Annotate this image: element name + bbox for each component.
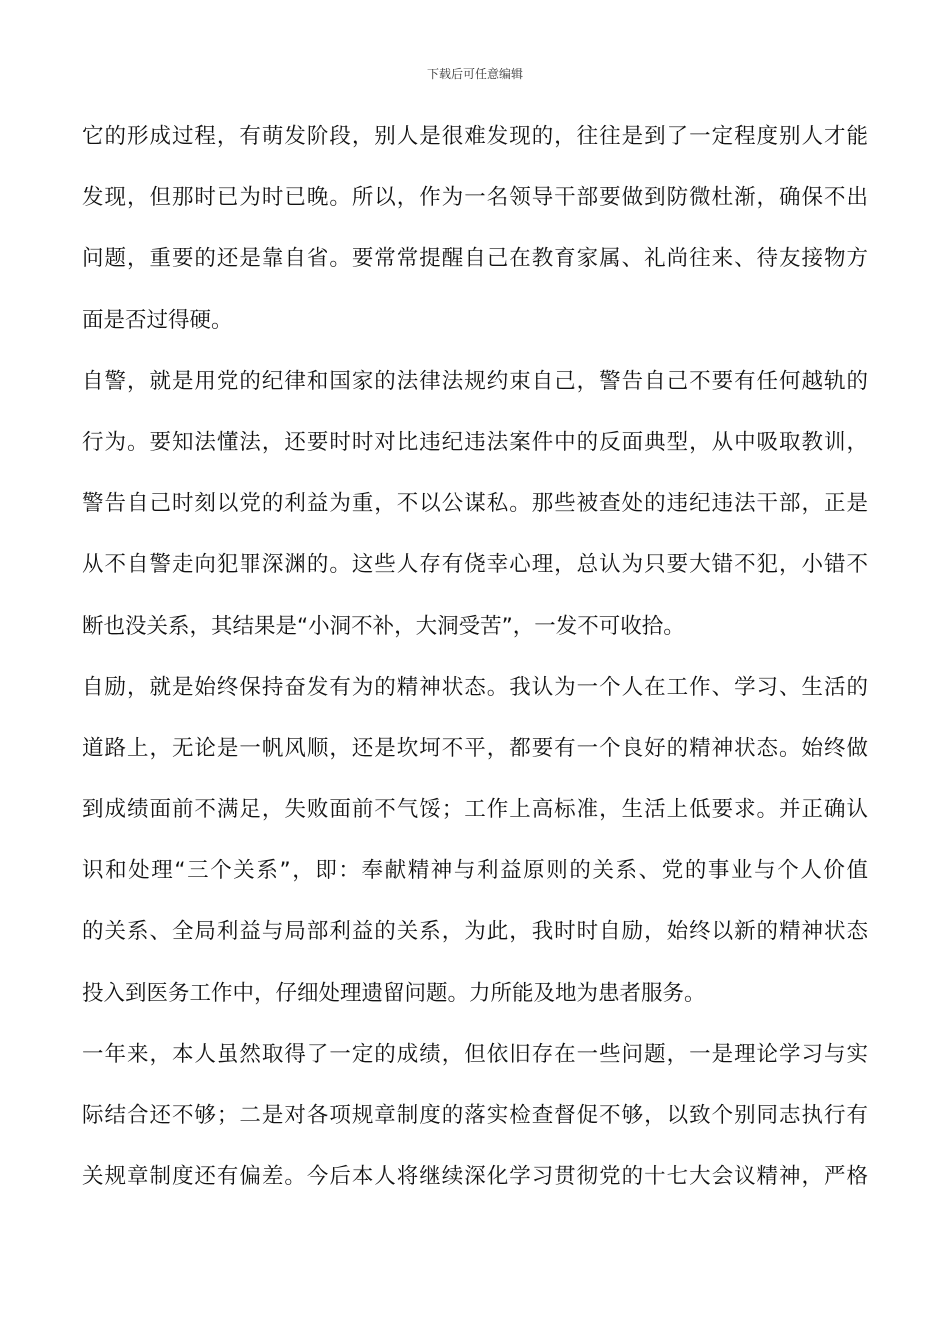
text-line: 投入到医务工作中，仔细处理遗留问题。力所能及地为患者服务。	[82, 980, 706, 1006]
text-line: 自警，就是用党的纪律和国家的法律法规约束自己，警告自己不要有任何越轨的	[82, 368, 868, 394]
text-line: 它的形成过程，有萌发阶段，别人是很难发现的，往往是到了一定程度别人才能	[82, 124, 868, 149]
text-line: 从不自警走向犯罪深渊的。这些人存有侥幸心理，总认为只要大错不犯，小错不	[82, 552, 868, 578]
text-line: 警告自己时刻以党的利益为重，不以公谋私。那些被查处的违纪违法干部，正是	[82, 491, 868, 517]
header-note: 下载后可任意编辑	[426, 67, 523, 81]
text-line: 断也没关系，其结果是“小洞不补，大洞受苦”，一发不可收拾。	[82, 613, 685, 639]
text-line: 自励，就是始终保持奋发有为的精神状态。我认为一个人在工作、学习、生活的	[82, 674, 868, 700]
text-line: 际结合还不够；二是对各项规章制度的落实检查督促不够，以致个别同志执行有	[82, 1103, 868, 1128]
text-line: 面是否过得硬。	[82, 307, 233, 333]
text-line: 道路上，无论是一帆风顺，还是坎坷不平，都要有一个良好的精神状态。始终做	[82, 735, 868, 761]
text-line: 识和处理“三个关系”，即：奉献精神与利益原则的关系、党的事业与个人价值	[82, 858, 868, 884]
text-line: 问题，重要的还是靠自省。要常常提醒自己在教育家属、礼尚往来、待友接物方	[82, 246, 868, 272]
body-text	[82, 106, 868, 1207]
text-line: 关规章制度还有偏差。今后本人将继续深化学习贯彻党的十七大会议精神，严格	[82, 1164, 868, 1190]
text-line: 到成绩面前不满足，失败面前不气馁；工作上高标准，生活上低要求。并正确认	[82, 797, 868, 823]
text-line: 发现，但那时已为时已晚。所以，作为一名领导干部要做到防微杜渐，确保不出	[82, 185, 868, 211]
text-line: 的关系、全局利益与局部利益的关系，为此，我时时自励，始终以新的精神状态	[82, 919, 868, 945]
text-line: 行为。要知法懂法，还要时时对比违纪违法案件中的反面典型，从中吸取教训，	[82, 429, 868, 455]
text-line: 一年来，本人虽然取得了一定的成绩，但依旧存在一些问题，一是理论学习与实	[82, 1041, 868, 1067]
